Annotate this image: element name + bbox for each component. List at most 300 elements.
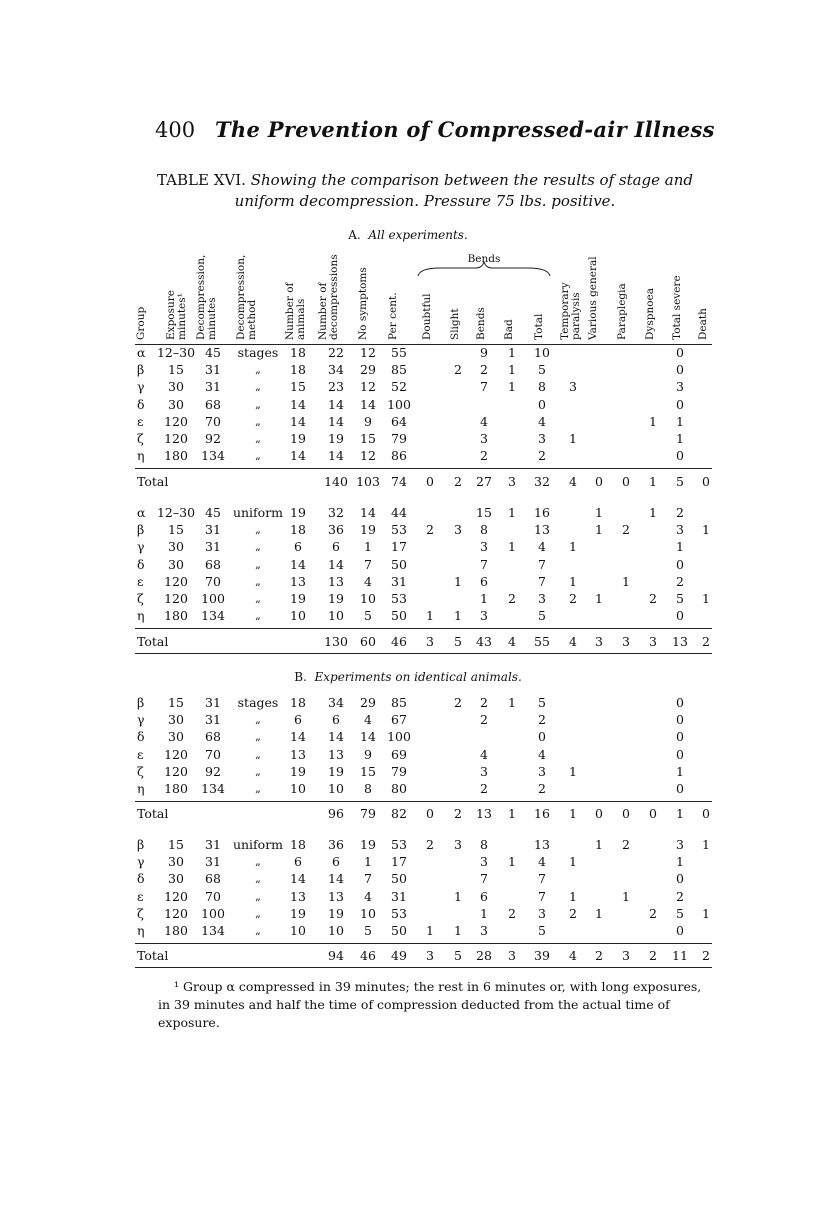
table-cell: 14 xyxy=(328,396,344,412)
column-header: No symptoms xyxy=(357,267,369,340)
bends-brace xyxy=(0,0,816,300)
group-cell: γ xyxy=(137,712,145,728)
table-cell: 53 xyxy=(391,591,407,606)
table-cell: 14 xyxy=(290,871,306,887)
table-cell: 2 xyxy=(480,695,488,710)
total-cell: 94 xyxy=(328,948,344,964)
table-cell: 0 xyxy=(676,362,684,378)
table-cell: 1 xyxy=(649,505,657,520)
header-rule xyxy=(135,344,712,345)
table-cell: 29 xyxy=(360,362,376,378)
table-cell: stages xyxy=(237,345,279,360)
total-cell: 11 xyxy=(672,948,688,964)
total-cell: 2 xyxy=(649,948,657,964)
group-cell: β xyxy=(137,837,145,852)
table-cell: 19 xyxy=(360,837,376,852)
table-cell: 14 xyxy=(328,556,344,572)
table-cell: 14 xyxy=(328,729,344,745)
column-header: Number of animals xyxy=(284,282,307,340)
table-cell: 0 xyxy=(676,871,684,887)
table-cell: 3 xyxy=(538,905,546,921)
table-cell: 2 xyxy=(508,591,516,606)
table-cell: 2 xyxy=(480,712,488,728)
total-cell: 49 xyxy=(391,948,407,964)
table-cell: 1 xyxy=(508,362,516,378)
table-cell: 1 xyxy=(595,522,603,538)
total-cell: 3 xyxy=(508,948,516,964)
table-cell: „ xyxy=(255,609,261,623)
column-header: Various general xyxy=(587,256,599,340)
table-cell: 53 xyxy=(391,522,407,538)
table-cell: 3 xyxy=(538,431,546,446)
table-cell: 120 xyxy=(164,413,188,429)
table-label: TABLE XVI. xyxy=(156,171,246,189)
table-cell: 92 xyxy=(205,431,221,446)
total-cell: 5 xyxy=(676,474,684,490)
column-header: Death xyxy=(697,308,709,340)
table-cell: 30 xyxy=(168,556,184,572)
table-cell: 8 xyxy=(480,522,488,538)
table-cell: 120 xyxy=(164,746,188,762)
table-cell: 3 xyxy=(480,539,488,555)
table-cell: 1 xyxy=(454,573,462,589)
total-label: Total xyxy=(137,634,169,650)
block-end-rule xyxy=(135,967,712,968)
total-cell: 103 xyxy=(356,474,380,490)
table-cell: 70 xyxy=(205,888,221,904)
total-cell: 32 xyxy=(534,474,550,490)
table-cell: 1 xyxy=(364,539,372,555)
table-cell: 13 xyxy=(534,522,550,538)
table-cell: 14 xyxy=(290,729,306,745)
total-rule xyxy=(135,943,712,944)
table-cell: 0 xyxy=(538,396,546,412)
table-cell: 9 xyxy=(364,746,372,762)
table-cell: 14 xyxy=(360,729,376,745)
table-cell: 0 xyxy=(676,729,684,745)
group-cell: ζ xyxy=(137,763,144,779)
table-cell: 1 xyxy=(676,431,684,446)
table-cell: 120 xyxy=(164,763,188,779)
table-cell: 3 xyxy=(569,379,577,395)
table-cell: 92 xyxy=(205,763,221,779)
total-cell: 2 xyxy=(702,948,710,964)
table-cell: 16 xyxy=(534,505,550,520)
table-cell: 53 xyxy=(391,837,407,852)
table-cell: 2 xyxy=(508,905,516,921)
table-cell: „ xyxy=(255,906,261,920)
table-cell: 85 xyxy=(391,362,407,378)
group-cell: ε xyxy=(137,888,144,904)
table-cell: 70 xyxy=(205,413,221,429)
total-cell: 46 xyxy=(391,634,407,650)
table-cell: 0 xyxy=(676,712,684,728)
table-cell: 134 xyxy=(201,923,225,938)
table-cell: 10 xyxy=(290,923,306,938)
table-cell: 15 xyxy=(290,379,306,395)
table-cell: 14 xyxy=(290,448,306,464)
table-cell: 15 xyxy=(476,505,492,520)
table-cell: 18 xyxy=(290,362,306,378)
total-cell: 28 xyxy=(476,948,492,964)
table-cell: 2 xyxy=(426,837,434,852)
table-cell: 180 xyxy=(164,781,188,796)
group-cell: ε xyxy=(137,413,144,429)
table-cell: 36 xyxy=(328,837,344,852)
table-cell: 31 xyxy=(205,522,221,538)
table-cell: 0 xyxy=(676,781,684,796)
table-cell: 0 xyxy=(676,345,684,360)
table-cell: 8 xyxy=(480,837,488,852)
table-cell: 2 xyxy=(649,905,657,921)
table-cell: 17 xyxy=(391,854,407,870)
table-cell: „ xyxy=(255,747,261,761)
table-cell: 14 xyxy=(328,448,344,464)
table-cell: 2 xyxy=(538,448,546,464)
total-cell: 55 xyxy=(534,634,550,650)
table-cell: 32 xyxy=(328,505,344,520)
table-cell: 7 xyxy=(480,871,488,887)
table-cell: 3 xyxy=(676,522,684,538)
group-cell: γ xyxy=(137,854,145,870)
column-header: Number of decompressions xyxy=(317,254,340,340)
table-cell: 2 xyxy=(538,712,546,728)
table-cell: 19 xyxy=(360,522,376,538)
group-cell: ε xyxy=(137,573,144,589)
table-cell: 0 xyxy=(676,746,684,762)
table-cell: 14 xyxy=(290,396,306,412)
column-header: Doubtful xyxy=(421,293,433,340)
table-cell: 53 xyxy=(391,905,407,921)
table-cell: 2 xyxy=(480,362,488,378)
table-cell: 6 xyxy=(294,854,302,870)
table-cell: „ xyxy=(255,592,261,605)
section-a-title: All experiments. xyxy=(368,228,468,242)
table-cell: 69 xyxy=(391,746,407,762)
table-cell: 30 xyxy=(168,871,184,887)
table-cell: stages xyxy=(237,695,279,710)
table-cell: 1 xyxy=(595,591,603,606)
table-cell: 19 xyxy=(290,591,306,606)
table-cell: 5 xyxy=(538,362,546,378)
table-cell: 1 xyxy=(508,695,516,710)
total-rule xyxy=(135,628,712,629)
table-cell: „ xyxy=(255,855,261,869)
total-label: Total xyxy=(137,474,169,490)
table-cell: 7 xyxy=(538,871,546,887)
table-cell: 44 xyxy=(391,505,407,520)
table-cell: 50 xyxy=(391,556,407,572)
total-cell: 3 xyxy=(622,948,630,964)
table-cell: 1 xyxy=(676,854,684,870)
table-cell: 80 xyxy=(391,781,407,796)
table-cell: 14 xyxy=(290,413,306,429)
table-cell: 100 xyxy=(201,591,225,606)
table-cell: „ xyxy=(255,540,261,554)
table-cell: 17 xyxy=(391,539,407,555)
table-cell: 1 xyxy=(569,539,577,555)
table-cell: 2 xyxy=(480,781,488,796)
table-cell: 19 xyxy=(290,763,306,779)
total-cell: 2 xyxy=(702,634,710,650)
table-cell: 0 xyxy=(676,608,684,624)
total-cell: 13 xyxy=(476,806,492,822)
table-cell: 45 xyxy=(205,345,221,360)
group-cell: δ xyxy=(137,396,145,412)
table-cell: „ xyxy=(255,574,261,588)
table-cell: 36 xyxy=(328,522,344,538)
table-cell: 1 xyxy=(702,905,710,921)
table-cell: 7 xyxy=(480,379,488,395)
table-cell: 1 xyxy=(454,888,462,904)
block-end-rule xyxy=(135,653,712,654)
table-cell: 3 xyxy=(480,923,488,938)
table-cell: 23 xyxy=(328,379,344,395)
table-cell: 120 xyxy=(164,905,188,921)
total-cell: 0 xyxy=(702,474,710,490)
column-header: Temporary paralysis xyxy=(559,282,582,340)
table-cell: 2 xyxy=(426,522,434,538)
table-cell: 4 xyxy=(364,888,372,904)
table-cell: 13 xyxy=(328,746,344,762)
total-cell: 39 xyxy=(534,948,550,964)
table-cell: 86 xyxy=(391,448,407,464)
table-cell: 5 xyxy=(364,608,372,624)
table-cell: 15 xyxy=(360,431,376,446)
table-cell: 6 xyxy=(480,573,488,589)
total-rule xyxy=(135,801,712,802)
table-cell: 1 xyxy=(569,763,577,779)
column-header: Exposure minutes¹ xyxy=(165,289,188,340)
table-cell: 1 xyxy=(595,905,603,921)
table-cell: 9 xyxy=(480,345,488,360)
running-title: The Prevention of Compressed-air Illness xyxy=(215,117,715,142)
table-cell: 0 xyxy=(676,923,684,938)
table-cell: 31 xyxy=(205,854,221,870)
table-cell: 31 xyxy=(205,362,221,378)
table-cell: 14 xyxy=(328,871,344,887)
total-cell: 82 xyxy=(391,806,407,822)
table-cell: 1 xyxy=(480,905,488,921)
table-cell: 9 xyxy=(364,413,372,429)
table-cell: 2 xyxy=(676,505,684,520)
table-cell: 45 xyxy=(205,505,221,520)
table-cell: 180 xyxy=(164,608,188,624)
table-caption-text: Showing the comparison between the results of stage and uniform decompression. Pressure 75 lbs. positive. xyxy=(234,171,694,210)
total-cell: 0 xyxy=(595,806,603,822)
table-cell: 64 xyxy=(391,413,407,429)
table-cell: 7 xyxy=(538,888,546,904)
table-cell: 31 xyxy=(205,712,221,728)
total-rule xyxy=(135,468,712,469)
column-header: Decompression, minutes xyxy=(195,254,218,340)
column-header: Bad xyxy=(503,319,515,340)
table-cell: 3 xyxy=(538,591,546,606)
table-cell: 30 xyxy=(168,712,184,728)
table-cell: 31 xyxy=(205,539,221,555)
table-cell: 79 xyxy=(391,763,407,779)
table-cell: 55 xyxy=(391,345,407,360)
table-cell: 7 xyxy=(538,556,546,572)
section-b-letter: B. xyxy=(294,670,307,684)
table-cell: 1 xyxy=(508,854,516,870)
table-cell: 1 xyxy=(569,431,577,446)
table-cell: 2 xyxy=(622,522,630,538)
table-cell: 19 xyxy=(328,591,344,606)
table-cell: 4 xyxy=(480,746,488,762)
table-cell: 1 xyxy=(508,379,516,395)
table-cell: 34 xyxy=(328,695,344,710)
group-cell: β xyxy=(137,362,145,378)
table-cell: 22 xyxy=(328,345,344,360)
total-cell: 0 xyxy=(649,806,657,822)
table-cell: 4 xyxy=(480,413,488,429)
group-cell: α xyxy=(137,345,146,360)
total-cell: 2 xyxy=(595,948,603,964)
table-cell: 13 xyxy=(290,573,306,589)
table-cell: 18 xyxy=(290,695,306,710)
table-cell: 4 xyxy=(364,573,372,589)
table-cell: 1 xyxy=(702,837,710,852)
total-cell: 2 xyxy=(454,806,462,822)
table-cell: „ xyxy=(255,557,261,571)
table-cell: 31 xyxy=(205,695,221,710)
table-cell: 18 xyxy=(290,345,306,360)
table-cell: 6 xyxy=(332,539,340,555)
table-cell: 70 xyxy=(205,573,221,589)
table-cell: 10 xyxy=(290,608,306,624)
total-cell: 5 xyxy=(454,948,462,964)
table-cell: 13 xyxy=(328,888,344,904)
table-cell: 3 xyxy=(676,379,684,395)
table-cell: 70 xyxy=(205,746,221,762)
table-cell: 1 xyxy=(454,923,462,938)
group-cell: δ xyxy=(137,556,145,572)
table-cell: 3 xyxy=(480,431,488,446)
table-cell: 12–30 xyxy=(156,505,196,520)
table-cell: 3 xyxy=(538,763,546,779)
total-cell: 130 xyxy=(324,634,348,650)
table-cell: 2 xyxy=(480,448,488,464)
table-cell: „ xyxy=(255,449,261,463)
table-cell: „ xyxy=(255,414,261,428)
table-cell: 13 xyxy=(534,837,550,852)
table-cell: 13 xyxy=(290,888,306,904)
table-cell: 31 xyxy=(391,573,407,589)
table-cell: 15 xyxy=(360,763,376,779)
column-header: Slight xyxy=(449,308,461,340)
total-cell: 60 xyxy=(360,634,376,650)
table-cell: 1 xyxy=(595,505,603,520)
table-cell: 4 xyxy=(538,539,546,555)
table-cell: 31 xyxy=(205,379,221,395)
total-cell: 4 xyxy=(508,634,516,650)
table-cell: 1 xyxy=(508,505,516,520)
table-cell: 2 xyxy=(649,591,657,606)
group-cell: β xyxy=(137,522,145,538)
table-cell: 50 xyxy=(391,871,407,887)
table-cell: 3 xyxy=(454,837,462,852)
table-cell: 30 xyxy=(168,854,184,870)
table-cell: 10 xyxy=(534,345,550,360)
section-a-letter: A. xyxy=(348,228,361,242)
column-header: Group xyxy=(135,306,147,340)
table-cell: 5 xyxy=(538,608,546,624)
group-cell: ζ xyxy=(137,431,144,446)
table-cell: 19 xyxy=(328,905,344,921)
table-cell: 6 xyxy=(480,888,488,904)
table-cell: 4 xyxy=(538,854,546,870)
table-cell: „ xyxy=(255,432,261,445)
total-label: Total xyxy=(137,806,169,822)
table-cell: 14 xyxy=(328,413,344,429)
table-cell: 1 xyxy=(676,413,684,429)
table-cell: 31 xyxy=(391,888,407,904)
table-cell: 19 xyxy=(290,505,306,520)
total-cell: 79 xyxy=(360,806,376,822)
table-cell: 1 xyxy=(426,923,434,938)
group-cell: α xyxy=(137,505,146,520)
table-cell: 1 xyxy=(569,573,577,589)
total-label: Total xyxy=(137,948,169,964)
table-cell: 19 xyxy=(328,431,344,446)
table-cell: 0 xyxy=(676,695,684,710)
column-header: Decompression, method xyxy=(235,254,258,340)
total-cell: 3 xyxy=(622,634,630,650)
total-cell: 96 xyxy=(328,806,344,822)
total-cell: 3 xyxy=(508,474,516,490)
table-cell: 10 xyxy=(290,781,306,796)
table-cell: 1 xyxy=(426,608,434,624)
table-cell: „ xyxy=(255,523,261,537)
table-cell: 2 xyxy=(538,781,546,796)
table-cell: 50 xyxy=(391,923,407,938)
table-cell: 13 xyxy=(328,573,344,589)
table-cell: 6 xyxy=(332,712,340,728)
column-header: Dyspnoea xyxy=(644,287,656,340)
table-cell: 19 xyxy=(290,905,306,921)
table-cell: 67 xyxy=(391,712,407,728)
table-cell: 68 xyxy=(205,871,221,887)
table-cell: 30 xyxy=(168,729,184,745)
table-cell: 2 xyxy=(569,591,577,606)
table-cell: 10 xyxy=(328,781,344,796)
column-header: Total severe xyxy=(671,275,683,340)
table-cell: 0 xyxy=(538,729,546,745)
table-cell: 14 xyxy=(290,556,306,572)
table-cell: 2 xyxy=(676,573,684,589)
group-cell: δ xyxy=(137,871,145,887)
column-header: Per cent. xyxy=(387,292,399,340)
table-cell: 10 xyxy=(360,591,376,606)
table-cell: 15 xyxy=(168,837,184,852)
table-cell: 12 xyxy=(360,448,376,464)
group-cell: ε xyxy=(137,746,144,762)
table-cell: 134 xyxy=(201,448,225,464)
table-cell: 5 xyxy=(676,905,684,921)
table-cell: 3 xyxy=(454,522,462,538)
group-cell: η xyxy=(137,923,145,938)
total-cell: 3 xyxy=(426,634,434,650)
total-cell: 0 xyxy=(702,806,710,822)
page-number: 400 xyxy=(155,118,196,142)
group-cell: δ xyxy=(137,729,145,745)
group-cell: ζ xyxy=(137,905,144,921)
table-cell: 7 xyxy=(364,556,372,572)
table-cell: 12 xyxy=(360,345,376,360)
table-cell: „ xyxy=(255,889,261,903)
table-cell: 68 xyxy=(205,729,221,745)
